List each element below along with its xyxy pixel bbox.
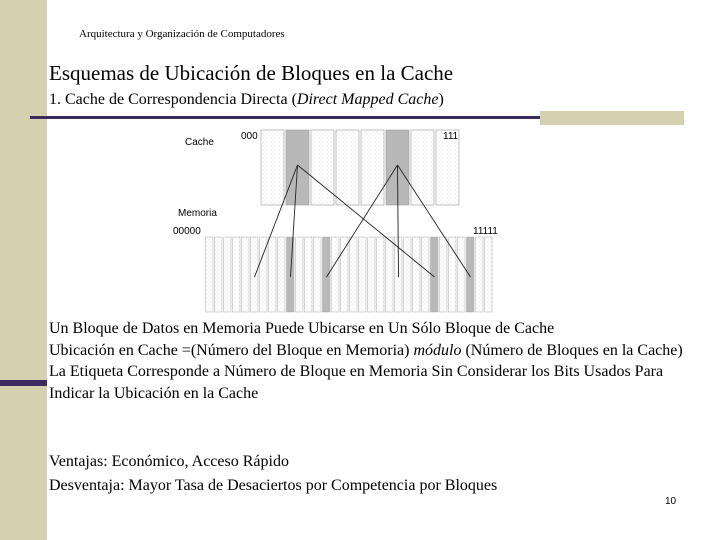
memory-block — [224, 237, 232, 312]
left-sidebar-bar — [0, 0, 47, 540]
course-header: Arquitectura y Organización de Computadores — [79, 28, 285, 40]
memory-block — [368, 237, 376, 312]
slide-subtitle — [49, 91, 444, 109]
cache-blocks-row — [261, 130, 459, 205]
memory-block — [413, 237, 421, 312]
memory-block — [359, 237, 367, 312]
memory-block — [467, 237, 475, 312]
memory-first-address: 00000 — [173, 226, 201, 237]
page-number: 10 — [665, 496, 677, 507]
memory-block — [314, 237, 322, 312]
memory-block — [305, 237, 313, 312]
cache-block — [311, 130, 334, 205]
memory-block — [251, 237, 259, 312]
cache-block — [361, 130, 384, 205]
advantages-section — [49, 450, 699, 497]
body-line-2-prefix: Ubicación en Cache =(Número del Bloque en Memoria) — [49, 341, 414, 359]
body-line-2 — [49, 340, 699, 362]
memory-last-address: 11111 — [473, 226, 498, 237]
memory-block — [404, 237, 412, 312]
memory-block — [485, 237, 493, 312]
memory-block — [269, 237, 277, 312]
body-line-2-suffix: (Número de Bloques en la Cache) — [461, 341, 683, 359]
cache-block — [336, 130, 359, 205]
memory-block — [422, 237, 430, 312]
title-underline-right-block — [540, 111, 684, 125]
subtitle-suffix: ) — [438, 91, 444, 108]
cache-block — [261, 130, 284, 205]
memory-block — [242, 237, 250, 312]
memory-block — [476, 237, 484, 312]
body-line-2-italic: módulo — [413, 341, 462, 359]
subtitle-prefix: 1. Cache de Correspondencia Directa ( — [49, 91, 297, 108]
memory-block — [386, 237, 394, 312]
body-text — [49, 318, 699, 404]
memory-block — [215, 237, 223, 312]
memory-block — [377, 237, 385, 312]
memory-label: Memoria — [178, 208, 217, 219]
memory-block — [278, 237, 286, 312]
subtitle-italic: Direct Mapped Cache — [296, 91, 439, 108]
memory-block — [440, 237, 448, 312]
memory-block — [332, 237, 340, 312]
memory-block — [350, 237, 358, 312]
memory-block — [206, 237, 214, 312]
slide-title: Esquemas de Ubicación de Bloques en la Cache — [49, 61, 454, 85]
body-line-1: Un Bloque de Datos en Memoria Puede Ubicarse en Un Sólo Bloque de Cache — [49, 320, 555, 337]
cache-block — [411, 130, 434, 205]
disadvantages-text: Desventaja: Mayor Tasa de Desaciertos por Competencia por Bloques — [49, 476, 498, 494]
cache-last-address: 111 — [443, 131, 459, 142]
memory-blocks-row — [206, 237, 493, 312]
advantages-text: Ventajas: Económico, Acceso Rápido — [49, 453, 289, 470]
left-sidebar-accent — [0, 380, 47, 386]
memory-block — [323, 237, 331, 312]
cache-first-address: 000 — [241, 131, 258, 142]
cache-label: Cache — [185, 137, 214, 148]
body-line-3: La Etiqueta Corresponde a Número de Bloque en Memoria Sin Considerar los Bits Usados Para Indicar la Ubicación en la Cache — [49, 363, 664, 402]
memory-block — [296, 237, 304, 312]
memory-block — [458, 237, 466, 312]
memory-block — [233, 237, 241, 312]
direct-mapped-diagram — [170, 125, 530, 315]
title-underline — [30, 116, 540, 119]
